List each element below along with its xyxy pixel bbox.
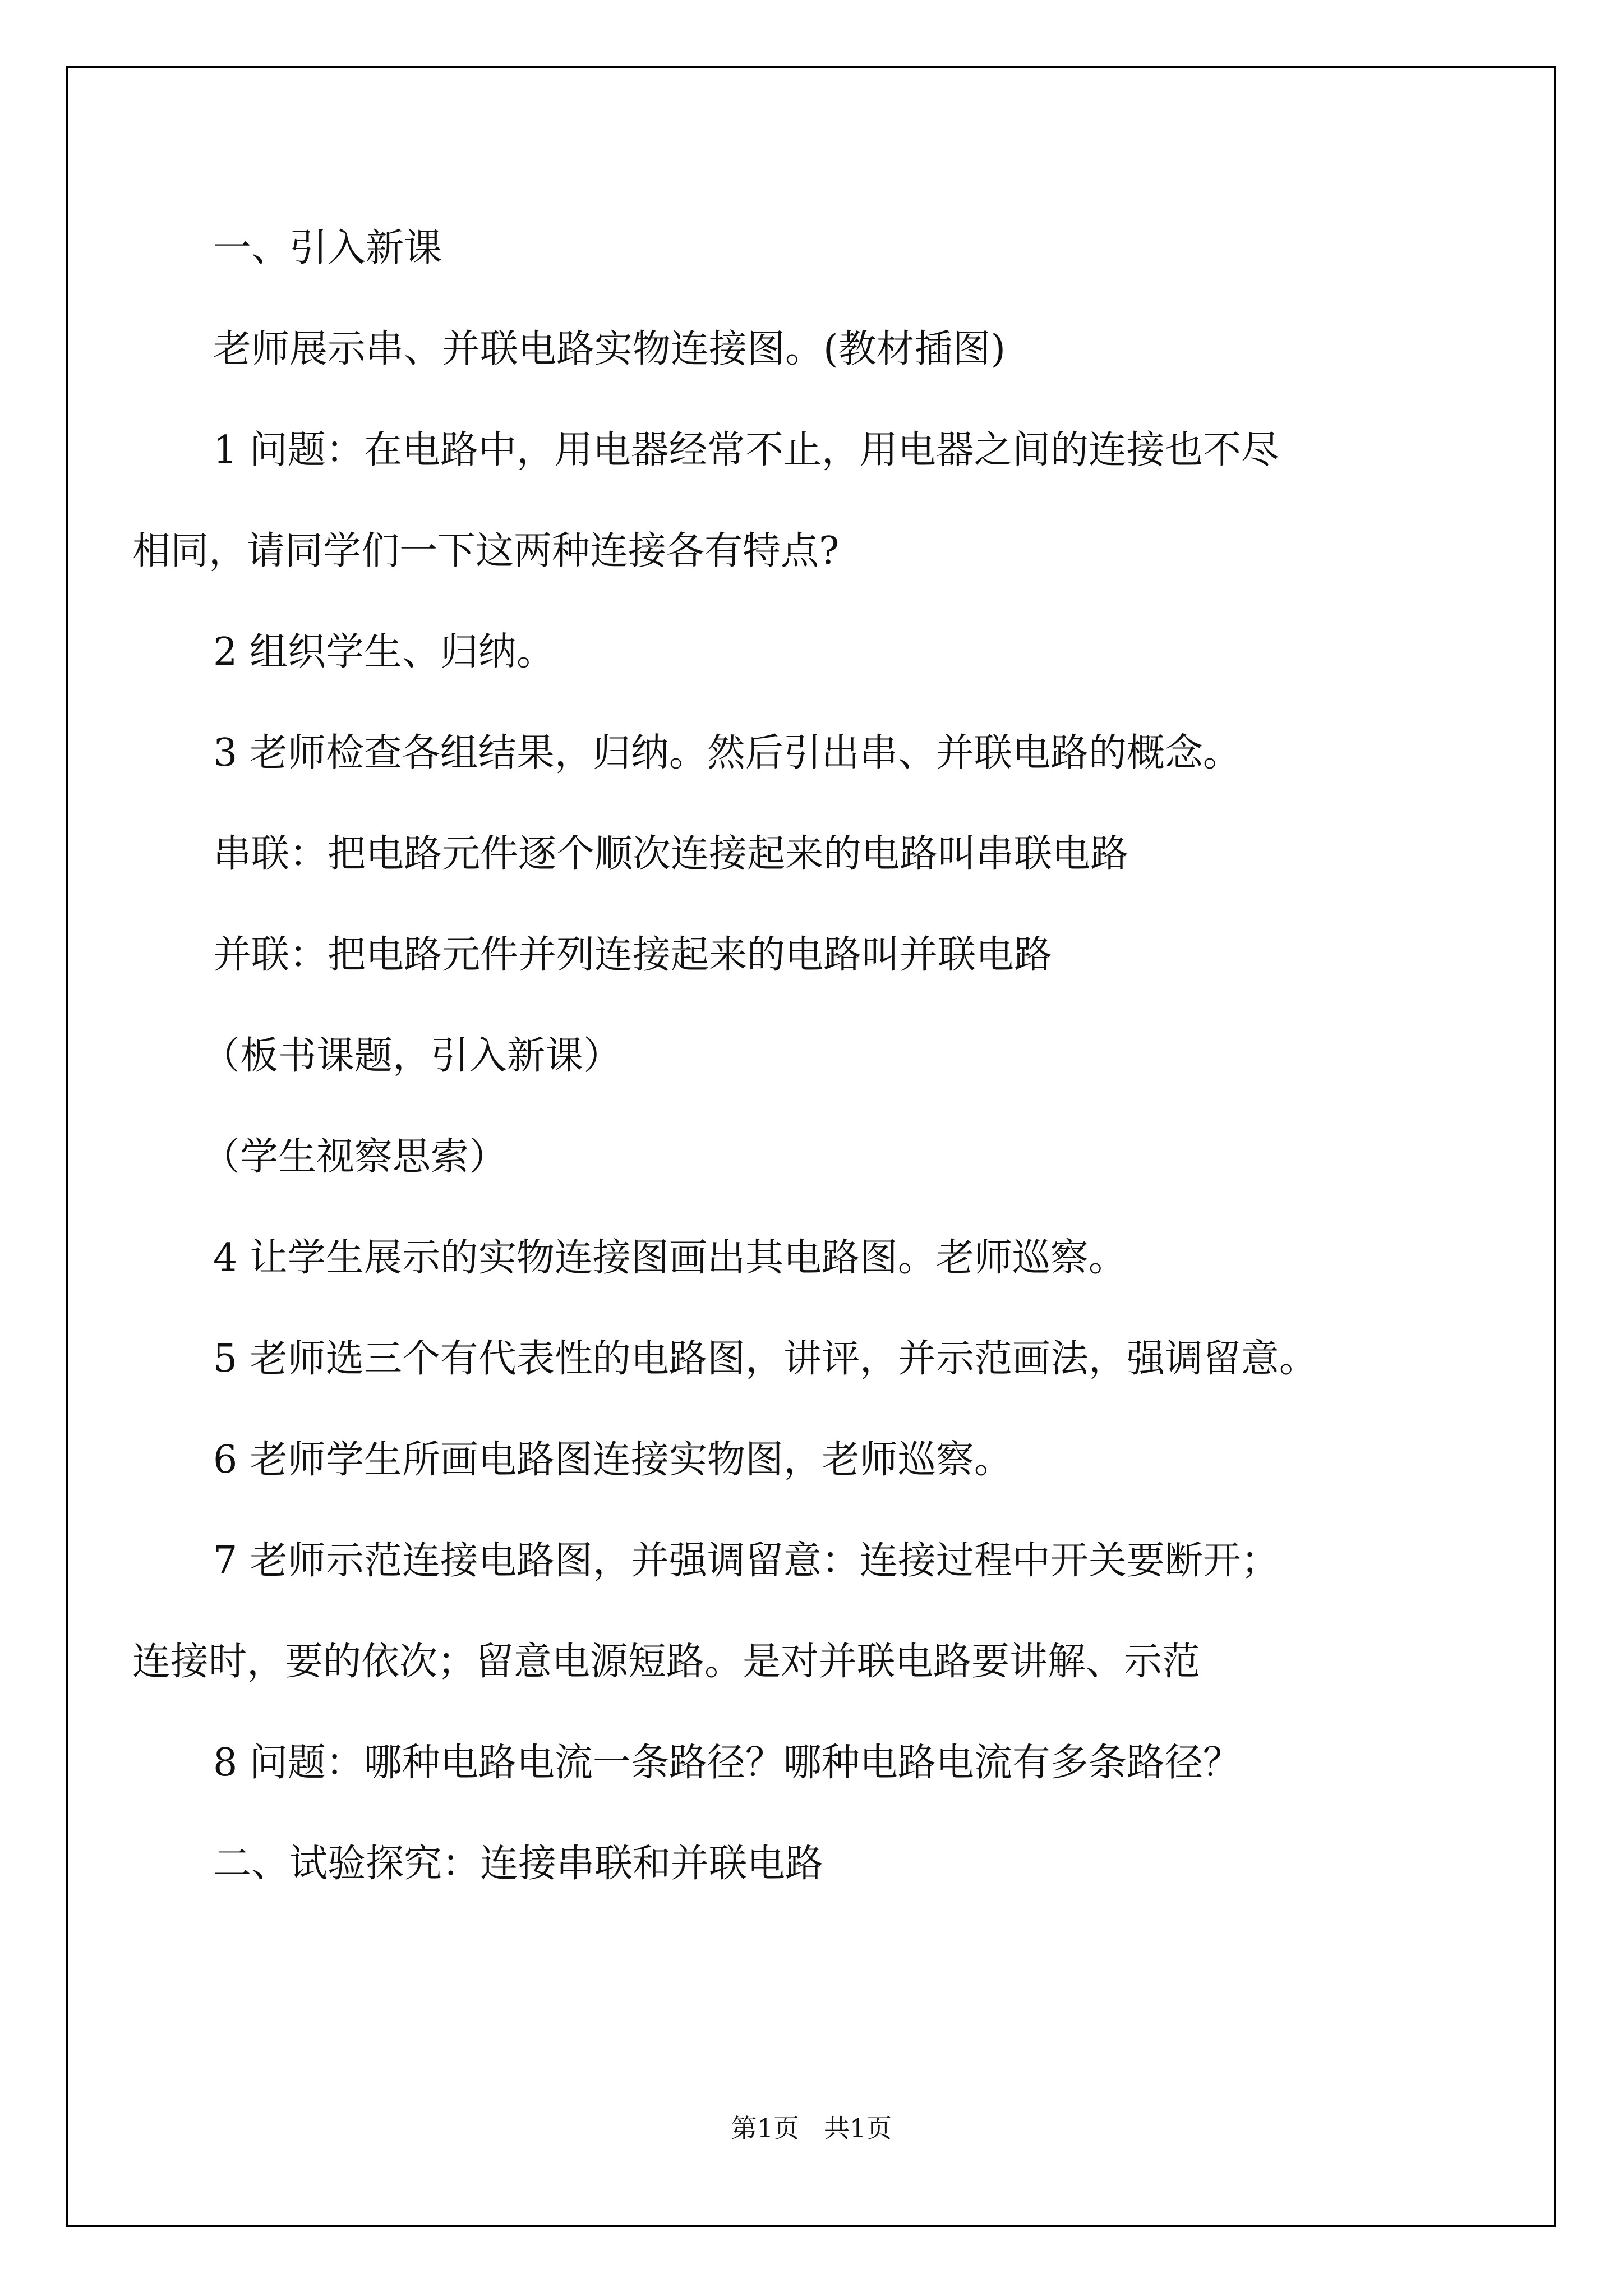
paragraph-line: 1 问题：在电路中，用电器经常不止，用电器之间的连接也不尽 <box>213 428 1279 472</box>
paragraph-line: 老师展示串、并联电路实物连接图。(教材插图) <box>213 327 1006 371</box>
paragraph-line: 2 组织学生、归纳。 <box>213 630 555 674</box>
paragraph-line: （板书课题，引入新课） <box>202 1034 622 1078</box>
paragraph-line: 相同，请同学们一下这两种连接各有特点? <box>132 529 840 573</box>
paragraph-line: （学生视察思索） <box>202 1135 508 1179</box>
paragraph-line: 3 老师检查各组结果，归纳。然后引出串、并联电路的概念。 <box>213 731 1241 775</box>
page-footer <box>0 2111 1623 2145</box>
heading-experiment-inquiry: 二、试验探究：连接串联和并联电路 <box>213 1842 824 1886</box>
page-number: 第1页 <box>731 2113 800 2143</box>
paragraph-line: 串联：把电路元件逐个顺次连接起来的电路叫串联电路 <box>213 832 1129 876</box>
paragraph-line: 4 让学生展示的实物连接图画出其电路图。老师巡察。 <box>213 1236 1127 1280</box>
paragraph-line: 8 问题：哪种电路电流一条路径？哪种电路电流有多条路径？ <box>213 1741 1241 1785</box>
paragraph-line: 6 老师学生所画电路图连接实物图，老师巡察。 <box>213 1438 1012 1482</box>
paragraph-line: 5 老师选三个有代表性的电路图，讲评，并示范画法，强调留意。 <box>213 1337 1317 1381</box>
paragraph-line: 并联：把电路元件并列连接起来的电路叫并联电路 <box>213 933 1053 977</box>
paragraph-line: 连接时，要的依次；留意电源短路。是对并联电路要讲解、示范 <box>132 1640 1201 1684</box>
page-total: 共1页 <box>823 2113 892 2143</box>
paragraph-line: 7 老师示范连接电路图，并强调留意：连接过程中开关要断开； <box>213 1539 1279 1583</box>
heading-introduce-new-lesson: 一、引入新课 <box>213 226 442 270</box>
